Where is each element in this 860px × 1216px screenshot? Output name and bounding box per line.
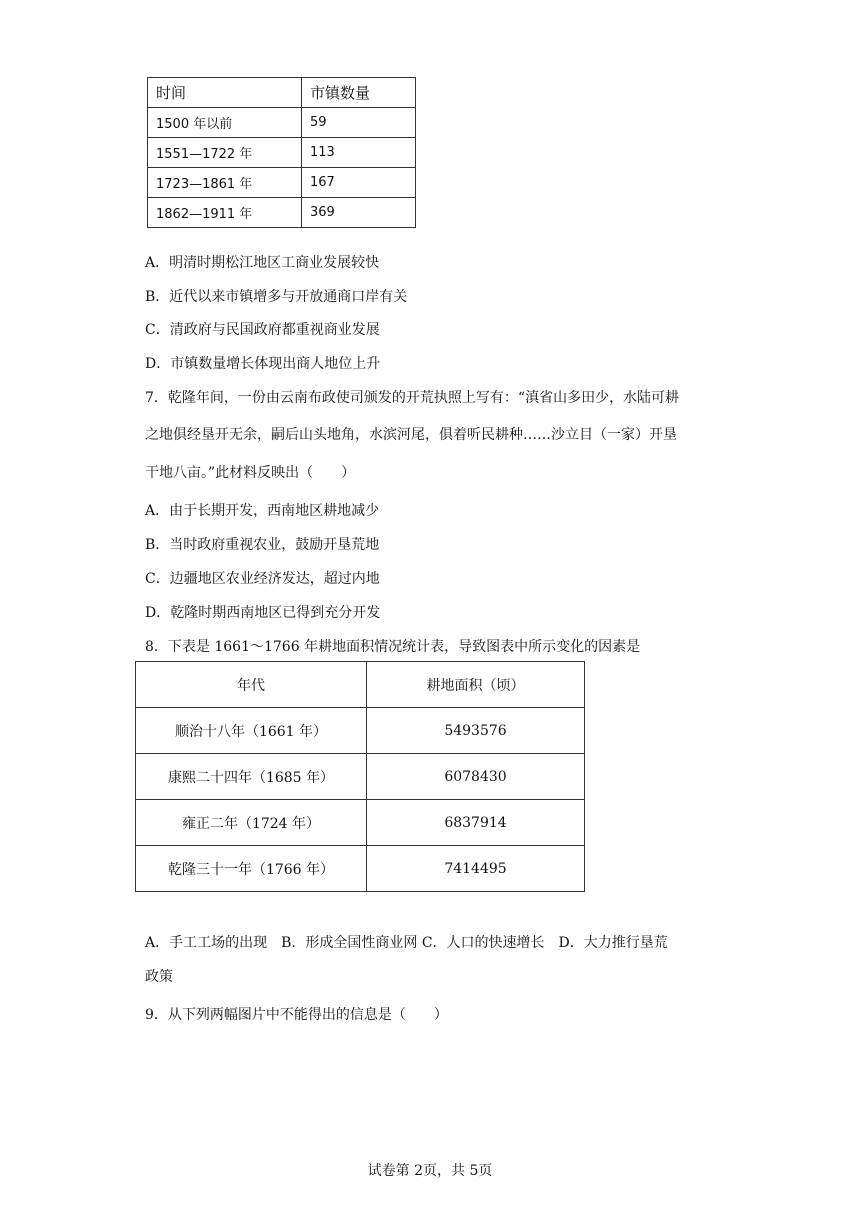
- q8-options-line-1: A．手工工场的出现 B．形成全国性商业网 C．人口的快速增长 D．大力推行垦荒: [145, 935, 668, 951]
- table-cell: 1723—1861 年: [148, 168, 302, 198]
- table-row: [148, 138, 416, 168]
- q8-stem: 8．下表是 1661～1766 年耕地面积情况统计表，导致图表中所示变化的因素是: [145, 639, 641, 655]
- table-cell: 康熙二十四年（1685 年）: [136, 754, 367, 800]
- q7-stem-line-3: 干地八亩。”此材料反映出（ ）: [145, 465, 356, 481]
- table-cell: 5493576: [367, 708, 585, 754]
- table-row: [136, 800, 585, 846]
- table-cell: 雍正二年（1724 年）: [136, 800, 367, 846]
- table-header-row: [148, 78, 416, 108]
- table-cell: 乾隆三十一年（1766 年）: [136, 846, 367, 892]
- q7-option-b: B．当时政府重视农业，鼓励开垦荒地: [145, 537, 380, 553]
- table-cell: 113: [302, 138, 416, 168]
- q7-option-d: D．乾隆时期西南地区已得到充分开发: [145, 605, 381, 621]
- table-row: [148, 108, 416, 138]
- town-count-table: [147, 77, 416, 228]
- q6-option-b: B．近代以来市镇增多与开放通商口岸有关: [145, 289, 408, 305]
- table-cell: 6078430: [367, 754, 585, 800]
- table-header-cell: 耕地面积（顷）: [367, 662, 585, 708]
- table-cell: 1500 年以前: [148, 108, 302, 138]
- table-header-row: [136, 662, 585, 708]
- table-header-cell: 时间: [148, 78, 302, 108]
- q9-stem: 9．从下列两幅图片中不能得出的信息是（ ）: [145, 1007, 448, 1023]
- table-cell: 369: [302, 198, 416, 228]
- q6-option-d: D．市镇数量增长体现出商人地位上升: [145, 356, 381, 372]
- table-row: [136, 708, 585, 754]
- q7-option-c: C．边疆地区农业经济发达，超过内地: [145, 571, 380, 587]
- q7-stem-line-1: 7．乾隆年间，一份由云南布政使司颁发的开荒执照上写有：“滇省山多田少，水陆可耕: [145, 390, 680, 406]
- table-cell: 1551—1722 年: [148, 138, 302, 168]
- q8-options-line-2: 政策: [145, 969, 173, 985]
- q7-stem-line-2: 之地俱经垦开无余，嗣后山头地角，水滨河尾，俱着听民耕种……沙立目（一家）开垦: [145, 427, 677, 443]
- page-footer: 试卷第 2页，共 5页: [367, 1163, 493, 1179]
- table-row: [148, 198, 416, 228]
- q6-option-c: C．清政府与民国政府都重视商业发展: [145, 322, 380, 338]
- table-row: [136, 754, 585, 800]
- table-cell: 7414495: [367, 846, 585, 892]
- table-cell: 6837914: [367, 800, 585, 846]
- table-row: [148, 168, 416, 198]
- table-cell: 顺治十八年（1661 年）: [136, 708, 367, 754]
- q7-option-a: A．由于长期开发，西南地区耕地减少: [145, 503, 380, 519]
- table-cell: 1862—1911 年: [148, 198, 302, 228]
- q6-option-a: A．明清时期松江地区工商业发展较快: [145, 255, 380, 271]
- table-header-cell: 年代: [136, 662, 367, 708]
- table-row: [136, 846, 585, 892]
- table-cell: 59: [302, 108, 416, 138]
- table-header-cell: 市镇数量: [302, 78, 416, 108]
- farmland-area-table: [135, 661, 585, 892]
- table-cell: 167: [302, 168, 416, 198]
